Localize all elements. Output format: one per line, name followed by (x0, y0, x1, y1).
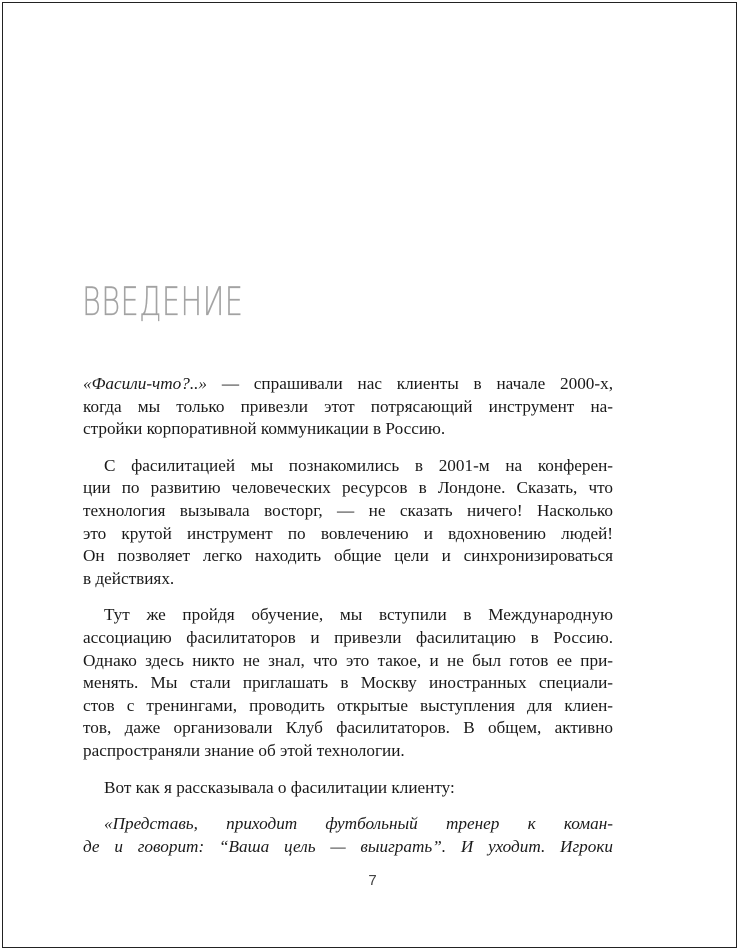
text-line: стройки корпоративной коммуникации в Россию. (83, 419, 446, 439)
paragraph-4 (83, 777, 613, 800)
text-line: С фасилитацией мы познакомились в 2001-м на конферен- (104, 455, 613, 475)
text-line: «Представь, приходит футбольный тренер к коман- (104, 814, 613, 834)
text-line: в действиях. (83, 568, 175, 588)
quoted-question: «Фасили-что?..» (83, 374, 208, 393)
paragraph-5-quote (83, 813, 613, 858)
text-line: «Фасили-что?..» — спрашивали нас клиенты в начале 2000-х, (83, 374, 613, 393)
text-line: тов, даже организовали Клуб фасилитаторов. В общем, активно (83, 718, 613, 738)
paragraph-2 (83, 455, 613, 591)
text-line: когда мы только привезли этот потрясающий инструмент на- (83, 396, 613, 416)
text-line: стов с тренингами, проводить открытые выступления для клиен- (83, 695, 613, 715)
page-number: 7 (368, 872, 377, 889)
paragraph-3 (83, 604, 613, 762)
chapter-title: ВВЕДЕНИЕ (82, 280, 244, 325)
text-line: Однако здесь никто не знал, что это такое, и не был готов ее при- (83, 650, 613, 670)
text-line: менять. Мы стали приглашать в Москву иностранных специали- (83, 673, 613, 693)
text-line: ассоциацию фасилитаторов и привезли фасилитацию в Россию. (83, 627, 613, 647)
text-line: Тут же пройдя обучение, мы вступили в Международную (104, 605, 613, 625)
paragraph-1 (83, 373, 613, 441)
text-line: ции по развитию человеческих ресурсов в Лондоне. Сказать, что (83, 478, 613, 498)
text-line: распространяли знание об этой технологии. (83, 740, 405, 760)
text-line: Он позволяет легко находить общие цели и синхронизироваться (83, 546, 613, 566)
text-line: технология вызывала восторг, — не сказать ничего! Насколько (83, 500, 613, 520)
body-text (83, 373, 613, 858)
text-line: де и говорит: “Ваша цель — выиграть”. И уходит. Игроки (83, 836, 613, 856)
text-line: Вот как я рассказывала о фасилитации клиенту: (104, 777, 455, 797)
text-line: это крутой инструмент по вовлечению и вдохновению людей! (83, 523, 613, 543)
